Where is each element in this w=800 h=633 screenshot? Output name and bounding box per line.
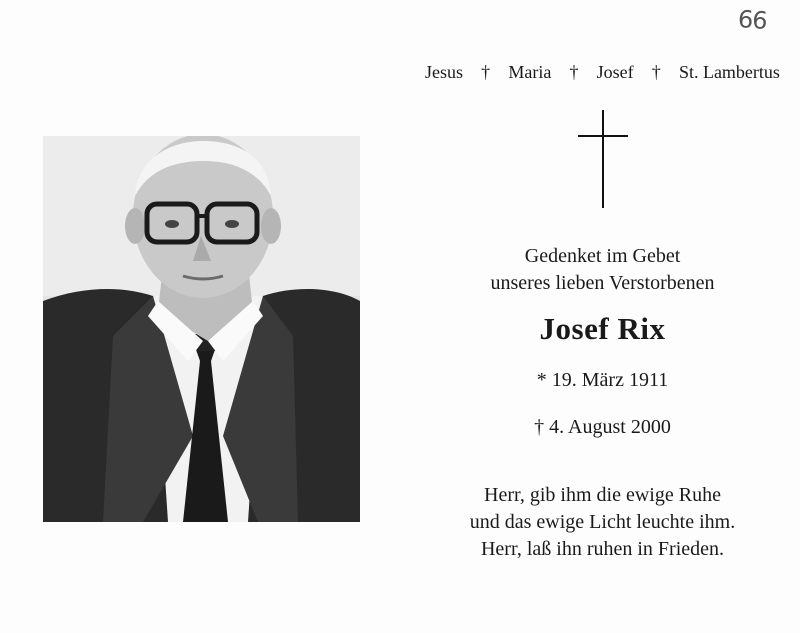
- header-cross-separator: †: [651, 62, 661, 82]
- prayer-line-2: und das ewige Licht leuchte ihm.: [469, 511, 736, 533]
- header-cross-separator: †: [481, 62, 491, 82]
- handwritten-page-number: 66: [737, 5, 768, 35]
- deceased-name: Josef Rix: [539, 311, 666, 346]
- prayer-line-1: Herr, gib ihm die ewige Ruhe: [484, 484, 721, 506]
- prayer-line-3: Herr, laß ihn ruhen in Frieden.: [480, 538, 725, 560]
- header-item-jesus: Jesus: [425, 62, 464, 82]
- intro-text: [430, 243, 775, 297]
- intro-line-2: unseres lieben Verstorbenen: [490, 272, 715, 294]
- intro-line-1: Gedenket im Gebet: [524, 245, 681, 267]
- header-line: [425, 62, 780, 83]
- header-item-josef: Josef: [596, 62, 634, 82]
- header-cross-separator: †: [569, 62, 579, 82]
- death-date: † 4. August 2000: [534, 416, 671, 438]
- portrait-illustration: [43, 136, 360, 522]
- birth-date: * 19. März 1911: [536, 369, 669, 391]
- prayer-text: [430, 482, 775, 563]
- cross-icon: [578, 110, 628, 208]
- portrait-photo: [43, 136, 360, 522]
- header-item-maria: Maria: [508, 62, 552, 82]
- header-item-st-lambertus: St. Lambertus: [678, 62, 780, 82]
